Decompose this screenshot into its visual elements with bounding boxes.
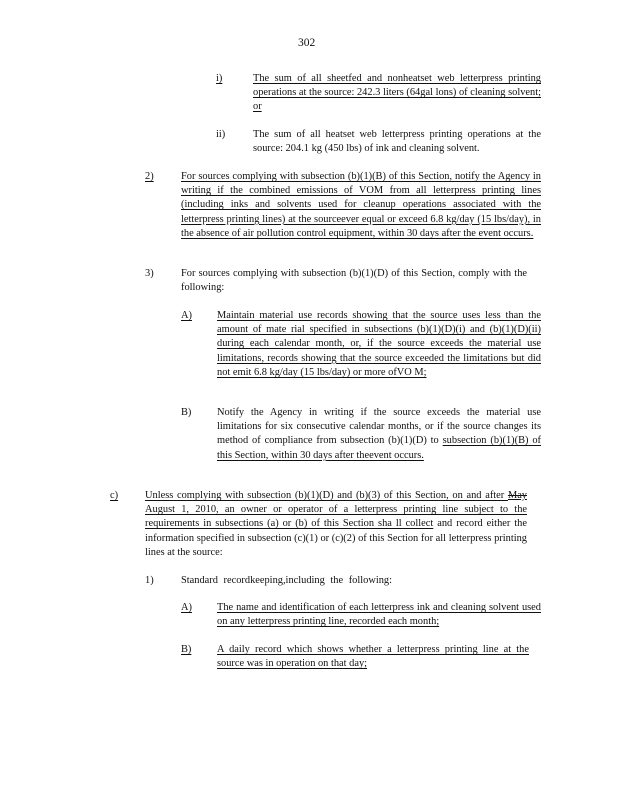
item-label: i) <box>216 73 223 84</box>
item-text: A daily record which shows whether a letterpress printing line at the source was in operation on that day; <box>217 644 529 670</box>
item-text: The sum of all sheetfed and nonheatset web letterpress printing operations at the source: 242.3 liters (64gal lons) of cleaning solvent; or <box>253 73 541 113</box>
item-text: For sources complying with subsection (b)(1)(D) of this Section, comply with the following: <box>181 268 527 294</box>
item-label: ii) <box>216 129 226 140</box>
item-label: 1) <box>145 575 154 586</box>
item-label: A) <box>181 310 192 321</box>
item-text-underlined: subsection (b)(1)(B) of this Section, within 30 days after theevent occurs. <box>217 435 541 461</box>
item-label: c) <box>110 490 119 501</box>
item-label: A) <box>181 602 192 613</box>
item-label: 3) <box>145 268 154 279</box>
item-text <box>145 489 527 560</box>
item-label: B) <box>181 407 192 418</box>
item-text: The sum of all heatset web letterpress printing operations at the source: 204.1 kg (450 lbs) of ink and cleaning solvent. <box>253 129 541 155</box>
item-text <box>217 406 541 463</box>
item-label: 2) <box>145 171 154 182</box>
item-text-plain: Notify the Agency in writing if the source exceeds the material use limitations for six consecutive calendar months, or if the source changes its method of compliance from subsection (b)(1)(D) to <box>217 407 541 447</box>
item-text: Maintain material use records showing that the source uses less than the amount of mate rial specified in subsections (b)(1)(D)(i) and (b)(1)(D)(ii) during each calendar month, or, if the source exceeds the material use limitations, records showing that the source exceeded the limitations but did not emit 6.8 kg/day (15 lbs/day) or more ofVO M; <box>217 310 541 378</box>
item-text-underlined: Unless complying with subsection (b)(1)(D) and (b)(3) of this Section, on and after <box>145 490 508 501</box>
item-text: The name and identification of each letterpress ink and cleaning solvent used on any letterpress printing line, recorded each month; <box>217 602 541 628</box>
item-text-underlined: August 1, 2010, an owner or operator of a letterpress printing line subject to the requirements in subsections (a) or (b) of this Section sha ll collect <box>145 504 527 530</box>
item-text-plain: and record either the information specified in subsection (c)(1) or (c)(2) of this Section for all letterpress printing lines at the source: <box>145 518 527 558</box>
item-text-struck: May <box>507 490 527 501</box>
page-number: 302 <box>298 37 316 49</box>
item-text: For sources complying with subsection (b)(1)(B) of this Section, notify the Agency in writing if the combined emissions of VOM from all letterpress printing lines (including inks and solvents used for cleanup operations associated with the letterpress printing lines) at the sourceever equal or exceed 6.8 kg/day (15 lbs/day), in the absence of air pollution control equipment, within 30 days after the event occurs. <box>181 171 541 239</box>
item-text: Standard recordkeeping,including the following: <box>181 575 392 586</box>
item-label: B) <box>181 644 192 655</box>
